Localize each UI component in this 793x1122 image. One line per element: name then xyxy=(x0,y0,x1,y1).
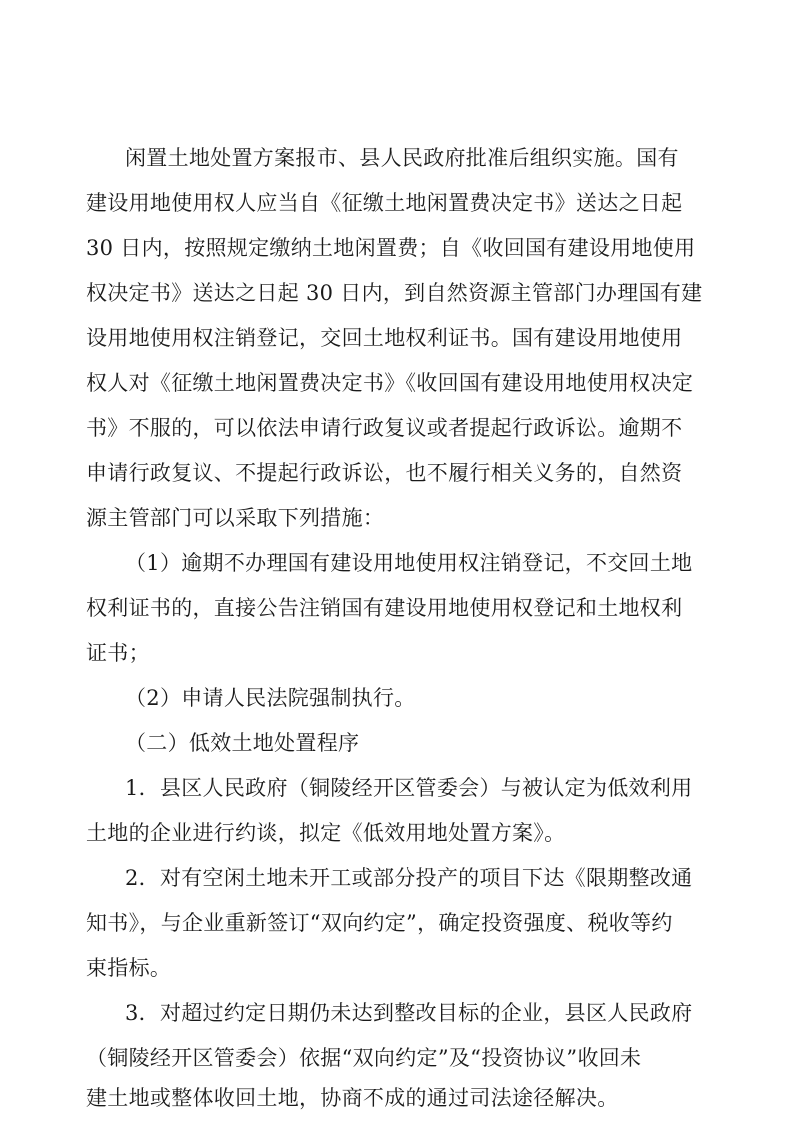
body-line: 证书； xyxy=(86,641,150,665)
section-heading: （二）低效土地处置程序 xyxy=(125,731,360,755)
body-line: 书》不服的，可以依法申请行政复议或者提起行政诉讼。逾期不 xyxy=(86,416,683,440)
body-line: 2．对有空闲土地未开工或部分投产的项目下达《限期整改通 xyxy=(125,866,693,890)
body-line: （2）申请人民法院强制执行。 xyxy=(125,686,416,710)
body-line: 知书》，与企业重新签订“双向约定”，确定投资强度、税收等约 xyxy=(86,911,673,935)
body-line: 建土地或整体收回土地，协商不成的通过司法途径解决。 xyxy=(86,1086,619,1110)
body-line: 权决定书》送达之日起 30 日内，到自然资源主管部门办理国有建 xyxy=(86,281,703,305)
body-line: 3．对超过约定日期仍未达到整改目标的企业，县区人民政府 xyxy=(125,1001,693,1025)
body-line: 束指标。 xyxy=(86,956,172,980)
body-line: 设用地使用权注销登记，交回土地权利证书。国有建设用地使用 xyxy=(86,326,683,350)
body-line: 申请行政复议、不提起行政诉讼，也不履行相关义务的，自然资 xyxy=(86,461,683,485)
body-line: 闲置土地处置方案报市、县人民政府批准后组织实施。国有 xyxy=(125,146,679,170)
body-line: 权人对《征缴土地闲置费决定书》《收回国有建设用地使用权决定 xyxy=(86,371,694,395)
body-line: （铜陵经开区管委会）依据“双向约定”及“投资协议”收回未 xyxy=(86,1046,642,1070)
body-line: 建设用地使用权人应当自《征缴土地闲置费决定书》送达之日起 xyxy=(86,191,683,215)
body-line: 源主管部门可以采取下列措施： xyxy=(86,506,385,530)
body-line: 土地的企业进行约谈，拟定《低效用地处置方案》。 xyxy=(86,821,566,845)
body-line: 1．县区人民政府（铜陵经开区管委会）与被认定为低效利用 xyxy=(125,776,693,800)
body-line: 权利证书的，直接公告注销国有建设用地使用权登记和土地权利 xyxy=(86,596,683,620)
body-line: 30 日内，按照规定缴纳土地闲置费；自《收回国有建设用地使用 xyxy=(86,236,696,260)
body-line: （1）逾期不办理国有建设用地使用权注销登记，不交回土地 xyxy=(125,551,693,575)
